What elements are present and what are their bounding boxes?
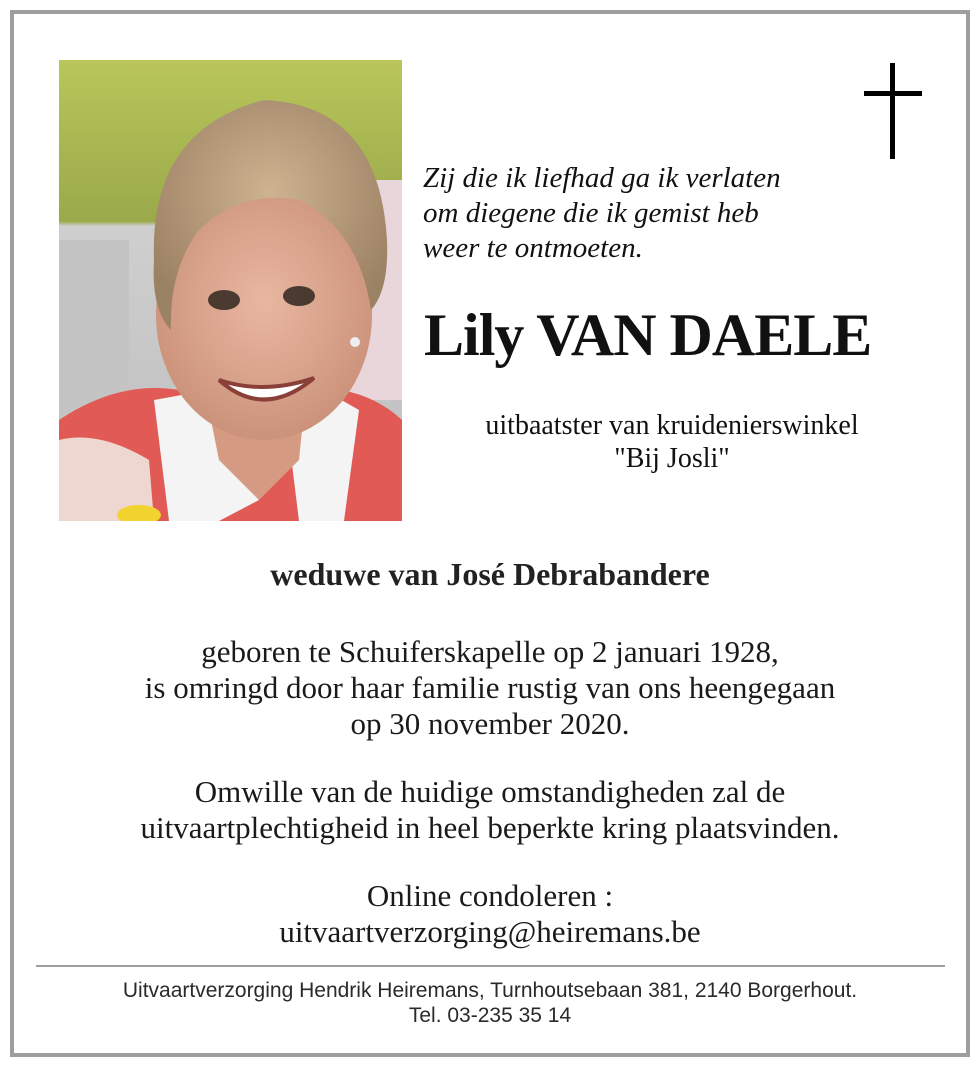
funeral-home-footer	[0, 978, 980, 1028]
online-condolences	[0, 878, 980, 950]
birth-line-2: is omringd door haar familie rustig van ons heengegaan	[144, 670, 836, 705]
occupation-line-2: "Bij Josli"	[614, 443, 730, 474]
poem-line-1: Zij die ik liefhad ga ik verlaten	[423, 162, 781, 194]
poem	[423, 161, 843, 266]
circumstances-line-2: uitvaartplechtigheid in heel beperkte kring plaatsvinden.	[140, 810, 840, 845]
latin-cross-icon	[864, 63, 922, 159]
footer-divider	[36, 965, 945, 967]
poem-line-3: weer te ontmoeten.	[423, 232, 643, 264]
poem-line-2: om diegene die ik gemist heb	[423, 197, 759, 229]
circumstances-line-1: Omwille van de huidige omstandigheden zal de	[194, 774, 786, 809]
widow-of: weduwe van José Debrabandere	[270, 556, 710, 592]
occupation	[412, 409, 932, 475]
circumstances-notice	[0, 774, 980, 846]
online-condolences-label: Online condoleren :	[366, 878, 614, 913]
online-condolences-email[interactable]: uitvaartverzorging@heiremans.be	[279, 914, 701, 949]
deceased-name: Lily VAN DAELE	[424, 302, 872, 368]
birth-line-1: geboren te Schuiferskapelle op 2 januari 1928,	[201, 634, 779, 669]
footer-address: Uitvaartverzorging Hendrik Heiremans, Turnhoutsebaan 381, 2140 Borgerhout.	[122, 979, 858, 1002]
birth-line-3: op 30 november 2020.	[350, 706, 630, 741]
occupation-line-1: uitbaatster van kruidenierswinkel	[485, 410, 859, 441]
footer-phone: Tel. 03-235 35 14	[408, 1004, 572, 1027]
birth-and-death-notice	[0, 634, 980, 742]
portrait-photo	[59, 60, 402, 521]
